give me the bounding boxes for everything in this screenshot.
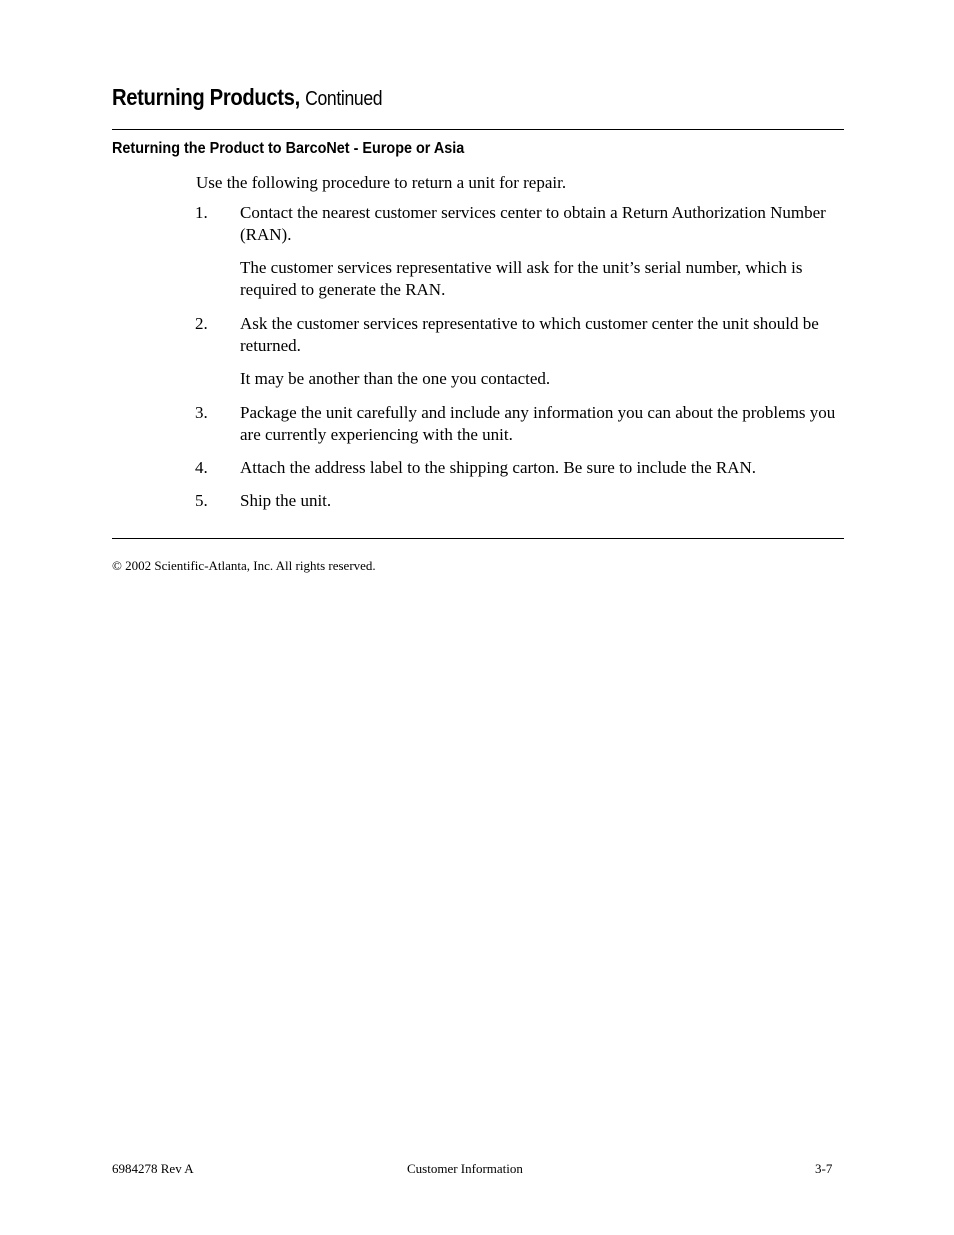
copyright-notice: © 2002 Scientific-Atlanta, Inc. All rights reserved. [112, 558, 376, 573]
step-3-number: 3. [195, 403, 208, 422]
step-2-number: 2. [195, 314, 208, 333]
page-title-main: Returning Products, [112, 84, 300, 110]
step-4-text: Attach the address label to the shipping carton. Be sure to include the RAN. [240, 458, 757, 477]
footer-doc-number: 6984278 Rev A [112, 1161, 194, 1176]
section-heading: Returning the Product to BarcoNet - Europe or Asia [112, 140, 465, 157]
step-1-note: The customer services representative will ask for the unit’s serial number, which is required to generate the RAN. [240, 258, 803, 299]
step-5-number: 5. [195, 491, 208, 510]
step-2-note: It may be another than the one you contacted. [240, 369, 551, 388]
page-title-continued: Continued [305, 88, 383, 110]
page-title [112, 84, 382, 111]
step-3-text: Package the unit carefully and include any information you can about the problems you are currently experiencing with the unit. [240, 403, 836, 444]
footer-page-number: 3-7 [815, 1161, 833, 1176]
step-2-text: Ask the customer services representative to which customer center the unit should be returned. [240, 314, 819, 355]
footer-rule [112, 538, 844, 539]
intro-paragraph: Use the following procedure to return a unit for repair. [196, 173, 567, 192]
step-5-text: Ship the unit. [240, 491, 332, 510]
footer-chapter: Customer Information [407, 1161, 523, 1176]
step-1-text: Contact the nearest customer services center to obtain a Return Authorization Number (RAN). [240, 203, 826, 244]
header-rule [112, 129, 844, 130]
step-4-number: 4. [195, 458, 208, 477]
step-1-number: 1. [195, 203, 208, 222]
